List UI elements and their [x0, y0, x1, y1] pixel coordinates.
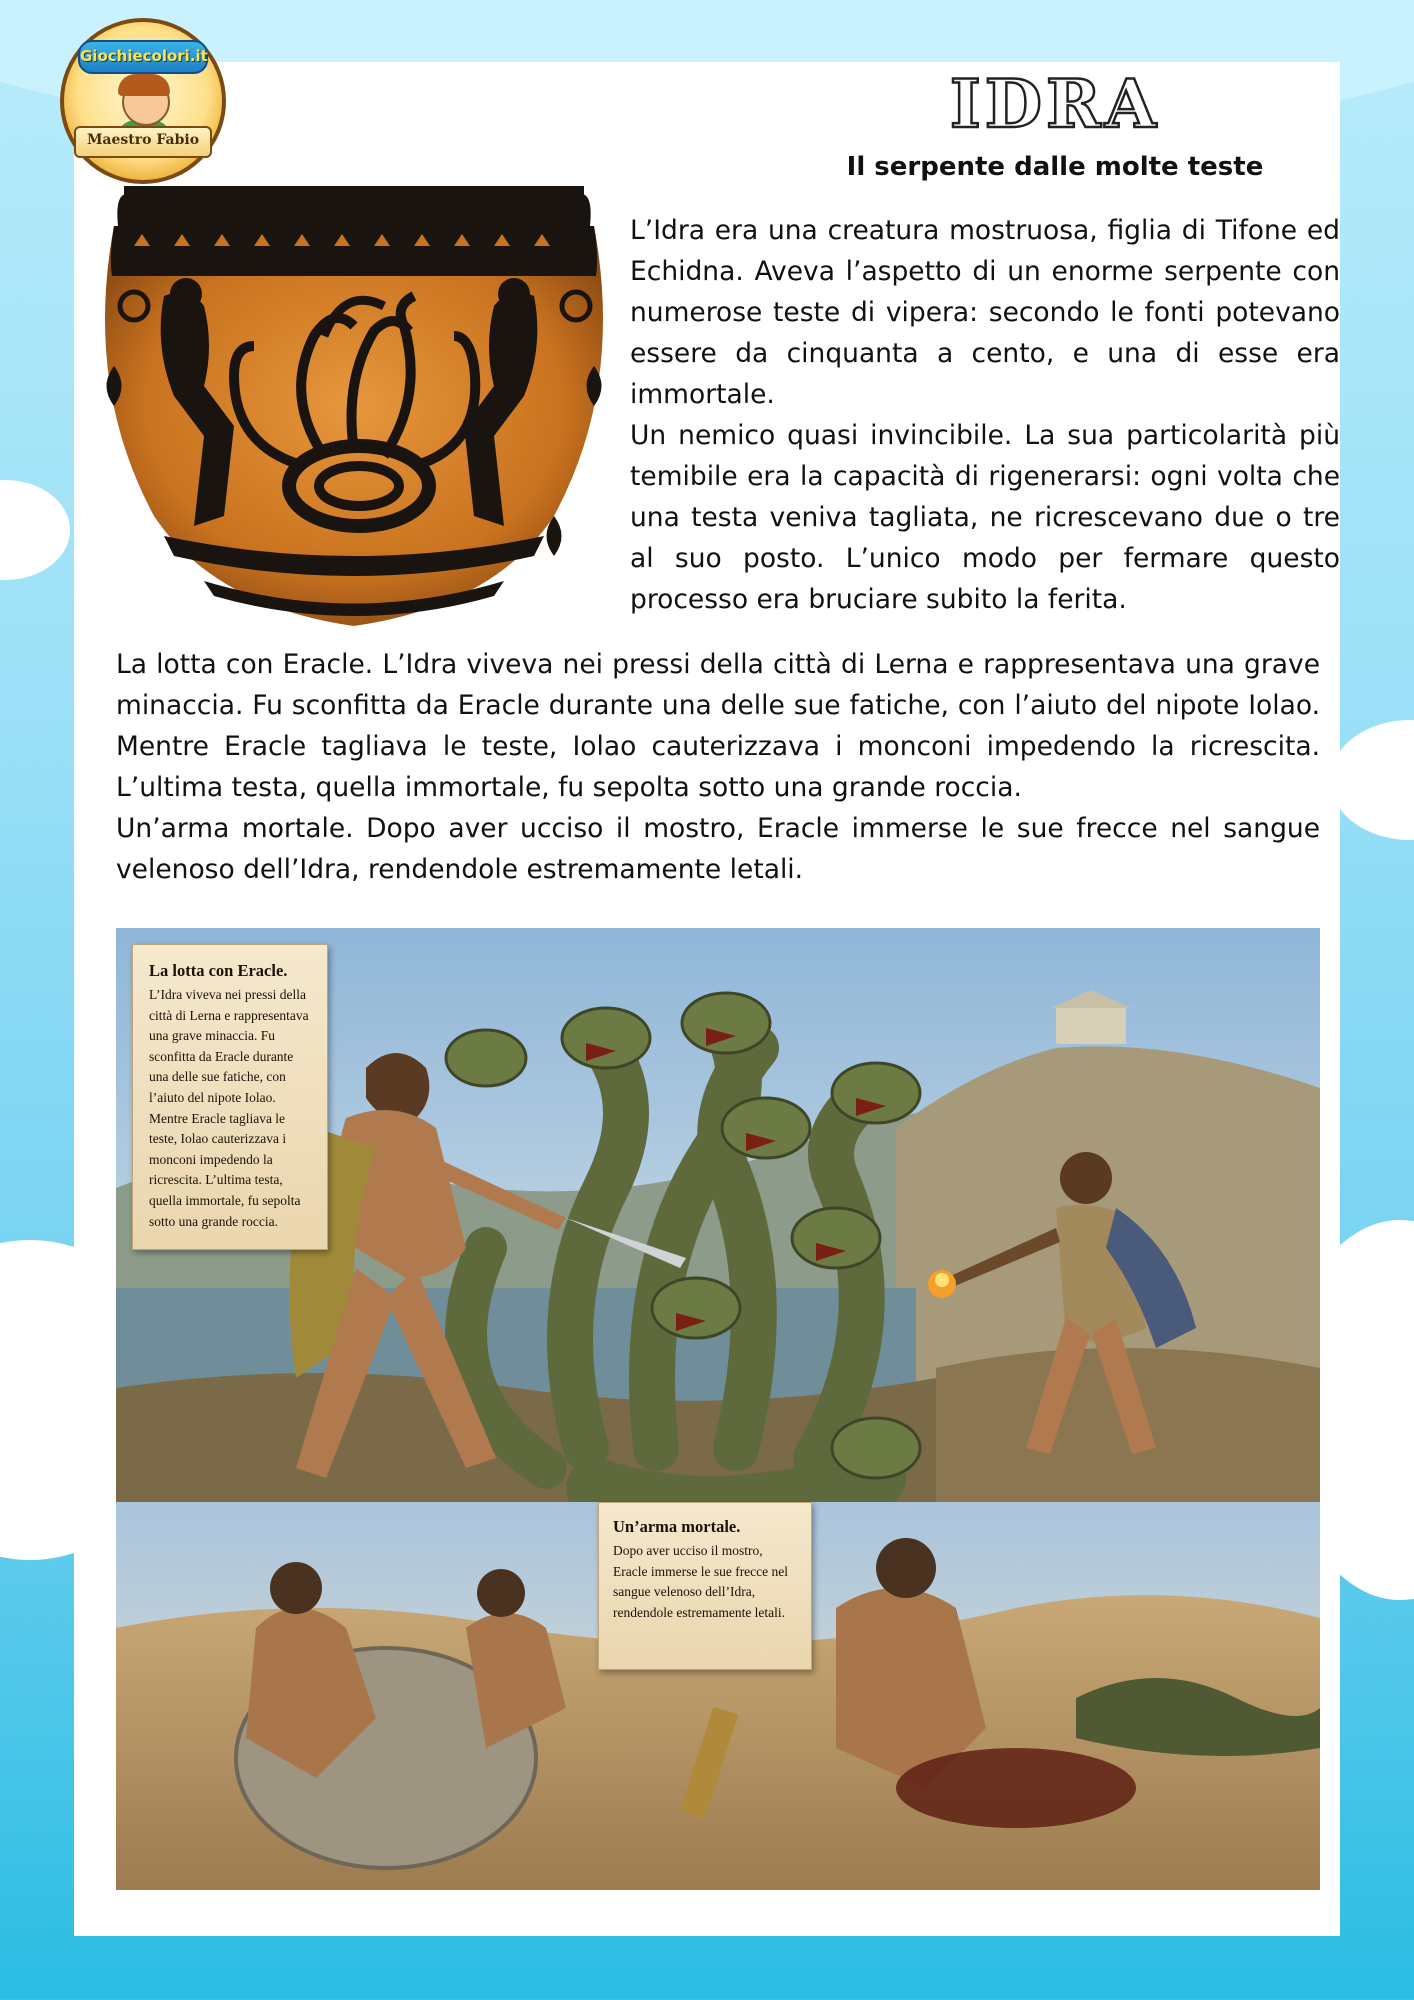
body-paragraph-weapon: Un’arma mortale. Dopo aver ucciso il mostro, Eracle immerse le sue frecce nel sangue velenoso dell’Idra, rendendole estremamente letali.: [116, 813, 1320, 885]
vase-image: [94, 186, 614, 632]
intro-paragraph-regeneration: Un nemico quasi invincibile. La sua particolarità più temibile era la capacità di rigenerarsi: ogni volta che una testa veniva tagliata, ne ricrescevano due o tre al suo posto. L’unico modo per fermare questo processo era bruciare subito la ferita.: [630, 420, 1340, 615]
intro-text: [630, 210, 1340, 620]
intro-paragraph-origin: L’Idra era una creatura mostruosa, figlia di Tifone ed Echidna. Aveva l’aspetto di un enorme serpente con numerose teste di vipera: secondo le fonti potevano essere da cinquanta a cento, e una di esse era immortale.: [630, 215, 1340, 410]
caption-weapon-heading: Un’arma mortale.: [613, 1517, 741, 1536]
logo-site-name: Giochiecolori.it: [78, 40, 208, 74]
logo-author-name: Maestro Fabio: [74, 126, 212, 158]
caption-battle-heading: La lotta con Eracle.: [149, 961, 288, 980]
logo-badge: [60, 18, 226, 184]
caption-weapon: [598, 1502, 812, 1670]
page-subtitle: Il serpente dalle molte teste: [846, 152, 1264, 182]
cloud-left: [0, 480, 70, 580]
caption-weapon-text: Dopo aver ucciso il mostro, Eracle immerse le sue frecce nel sangue velenoso dell’Idra, rendendole estremamente letali.: [613, 1543, 789, 1620]
body-text: [116, 644, 1320, 890]
caption-battle-text: L’Idra viveva nei pressi della città di Lerna e rappresentava una grave minaccia. Fu sconfitta da Eracle durante una delle sue fatiche, con l’aiuto del nipote Iolao. Mentre Eracle tagliava le teste, Iolao cauterizzava i monconi impedendo la ricrescita. L’ultima testa, quella immortale, fu sepolta sotto una grande roccia.: [149, 987, 309, 1229]
body-paragraph-battle: La lotta con Eracle. L’Idra viveva nei pressi della città di Lerna e rappresentava una grave minaccia. Fu sconfitta da Eracle durante una delle sue fatiche, con l’aiuto del nipote Iolao. Mentre Eracle tagliava le teste, Iolao cauterizzava i monconi impedendo la ricrescita. L’ultima testa, quella immortale, fu sepolta sotto una grande roccia.: [116, 649, 1320, 803]
logo-mascot-hair: [118, 74, 170, 96]
page-title: IDRA: [949, 65, 1161, 143]
hydra-illustration: [116, 928, 1320, 1890]
caption-battle: [132, 944, 328, 1250]
cloud-right: [1330, 720, 1414, 840]
greek-vase-icon: [94, 186, 614, 632]
